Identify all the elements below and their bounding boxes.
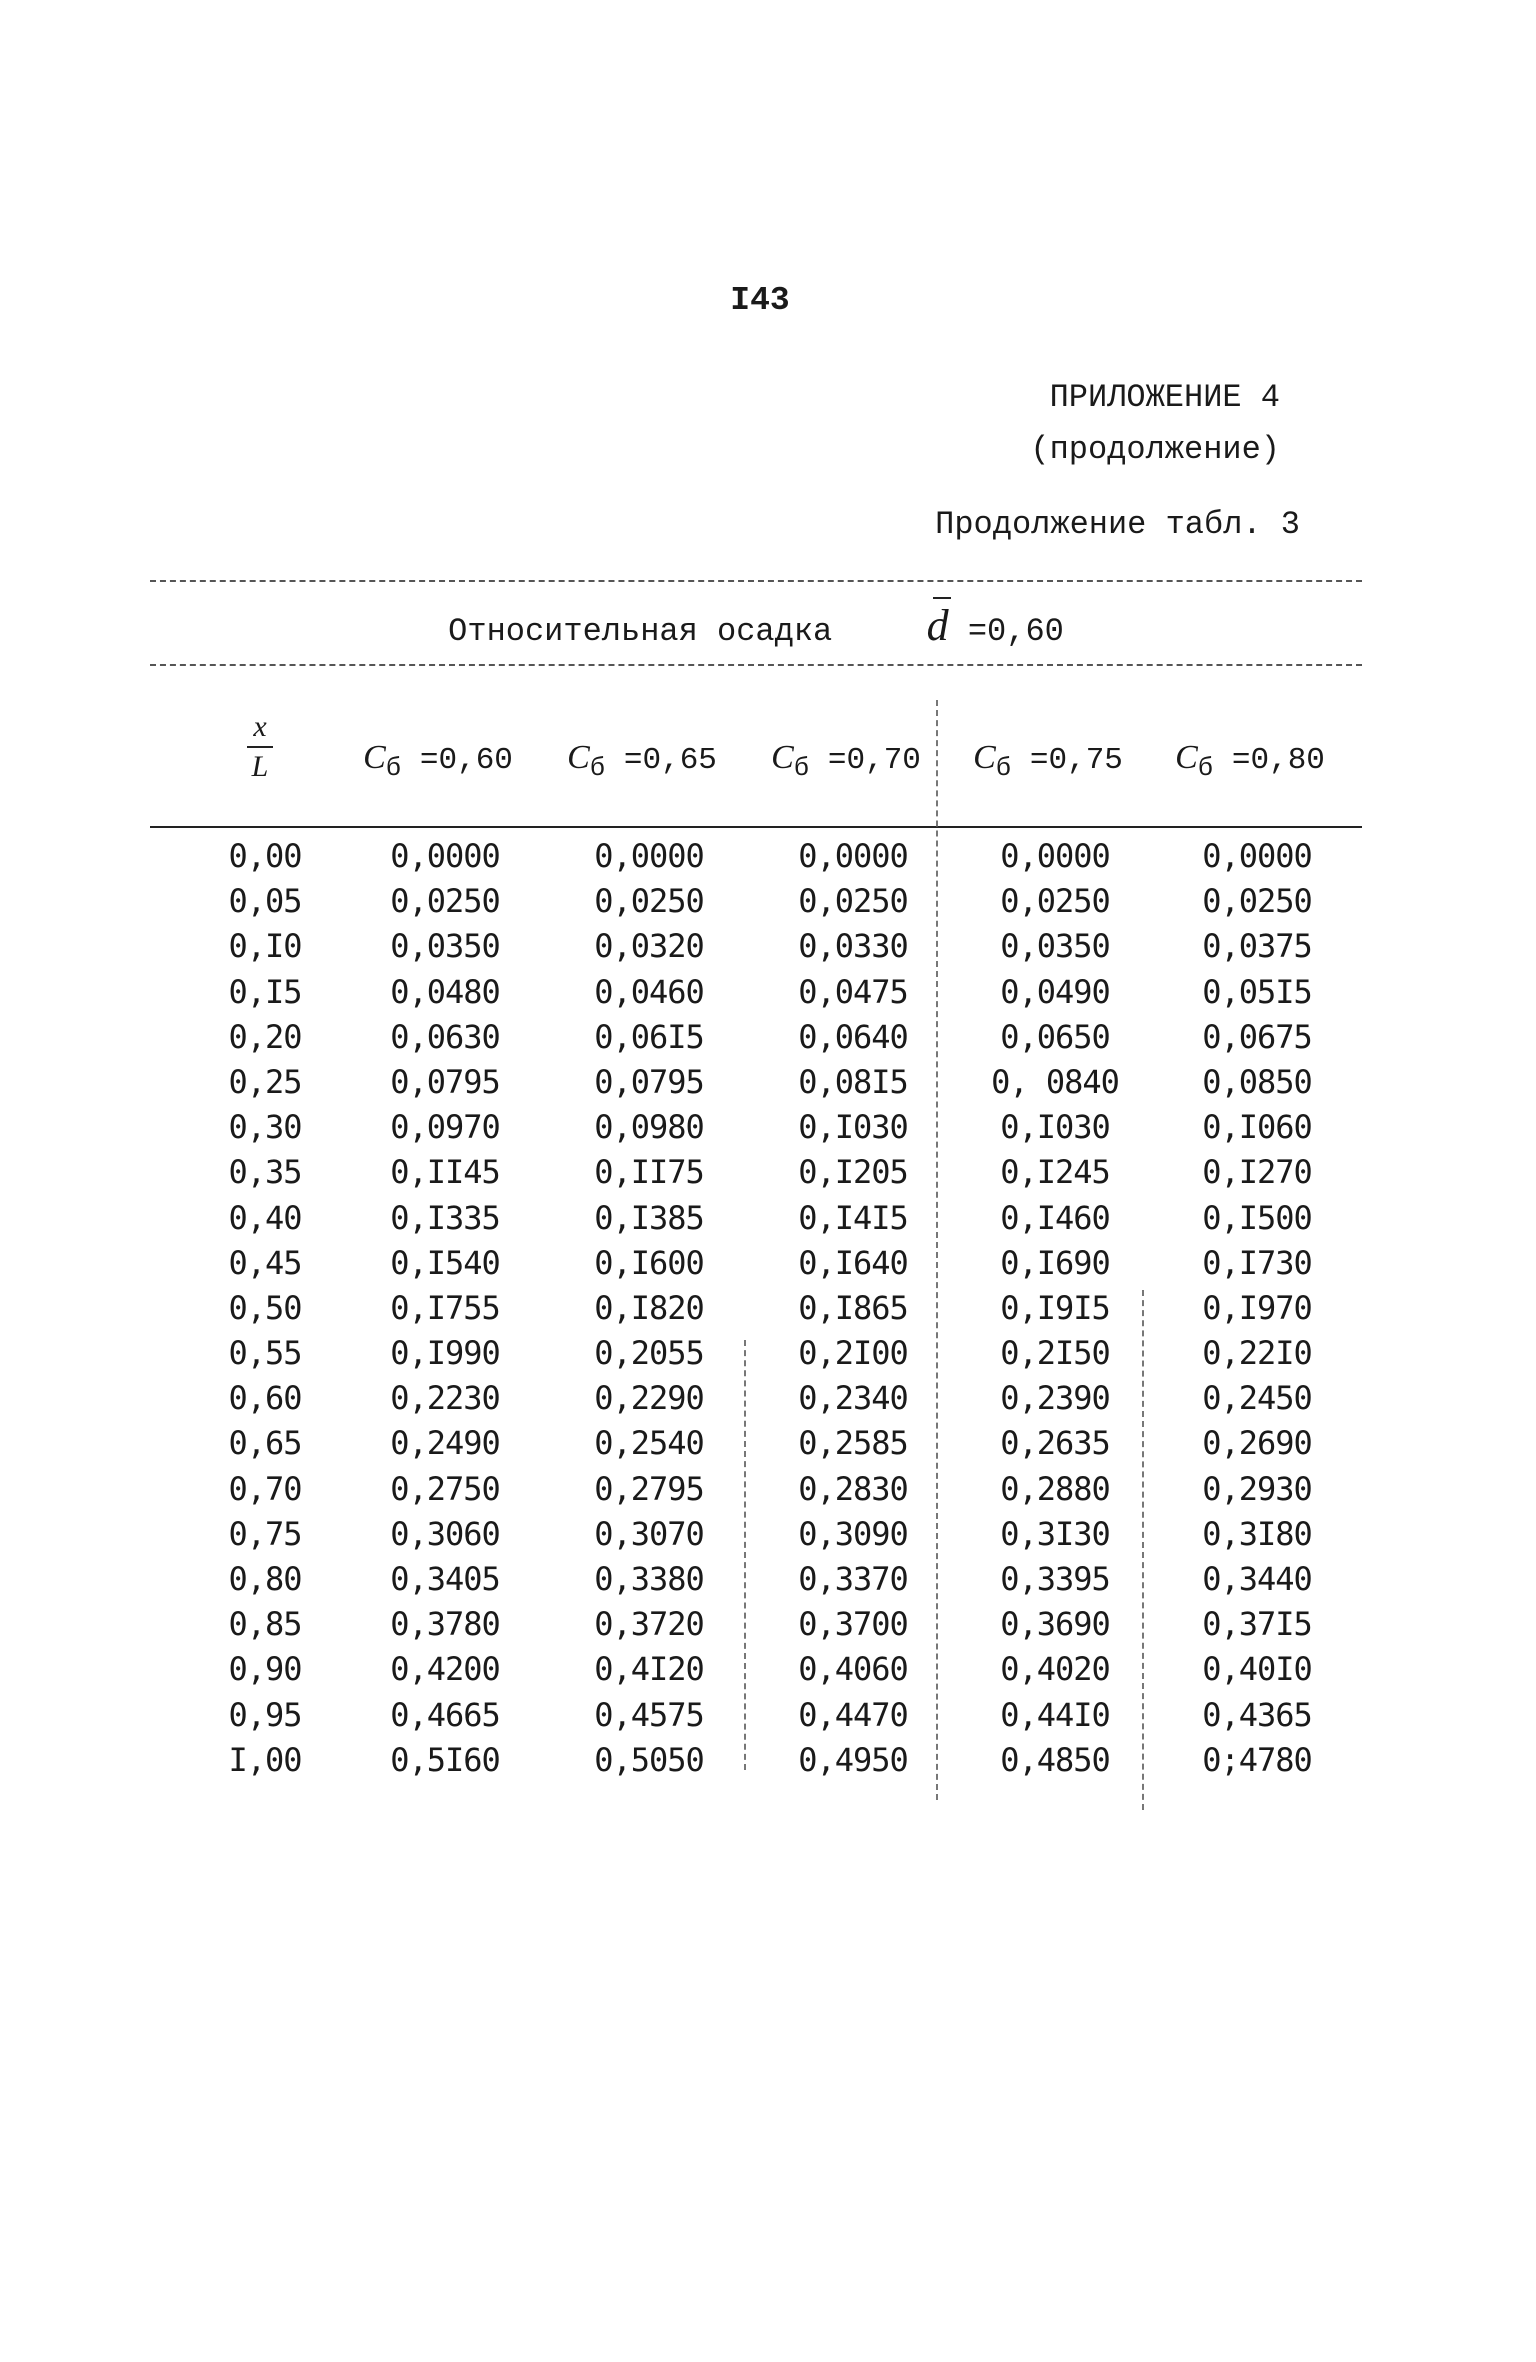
settlement-value-cell: 0,I640	[798, 1243, 908, 1282]
settlement-value-cell: 0,3440	[1202, 1560, 1312, 1598]
settlement-value-cell: 0,3780	[390, 1605, 500, 1644]
settlement-value-cell: 0,2340	[798, 1379, 908, 1418]
table-row	[150, 1602, 1362, 1647]
x-ratio-cell: 0,I5	[228, 972, 302, 1011]
x-ratio-cell: 0,80	[228, 1560, 302, 1598]
settlement-value-cell: 0,0250	[594, 882, 704, 921]
column-symbol: C	[771, 739, 794, 776]
table-row	[150, 1150, 1362, 1195]
settlement-value-cell: 0,I460	[1000, 1198, 1110, 1237]
table-row	[150, 970, 1362, 1015]
settlement-value-cell: 0,I865	[798, 1288, 908, 1327]
settlement-value-cell: 0,3380	[594, 1560, 704, 1598]
settlement-value-cell: 0,3690	[1000, 1605, 1110, 1644]
settlement-value-cell: 0,0250	[390, 882, 500, 921]
settlement-value-cell: 0,I270	[1202, 1153, 1312, 1192]
table-body	[150, 834, 1362, 1783]
settlement-value-cell: 0,2880	[1000, 1469, 1110, 1508]
settlement-value-cell: 0,0675	[1202, 1017, 1312, 1056]
settlement-value-cell: 0,0970	[390, 1108, 500, 1147]
settlement-value-cell: 0,2I50	[1000, 1334, 1110, 1373]
column-value: =0,75	[1029, 743, 1123, 778]
settlement-value-cell: 0,0980	[594, 1108, 704, 1147]
x-ratio-cell: 0,40	[228, 1198, 302, 1237]
settlement-value-cell: 0,0000	[390, 837, 500, 875]
column-symbol: C	[363, 739, 386, 776]
table-row	[150, 1647, 1362, 1692]
column-subscript: б	[1197, 753, 1214, 784]
column-value: =0,65	[623, 743, 717, 778]
appendix-subtitle: (продолжение)	[1030, 431, 1280, 468]
settlement-value-cell: 0,3I30	[1000, 1514, 1110, 1553]
settlement-value-cell: 0,08I5	[798, 1062, 908, 1101]
settlement-value-cell: 0,3720	[594, 1605, 704, 1644]
settlement-value-cell: 0,0000	[798, 837, 908, 875]
settlement-value-cell: 0,I205	[798, 1153, 908, 1192]
x-ratio-cell: 0,30	[228, 1108, 302, 1147]
settlement-value-cell: 0,2830	[798, 1469, 908, 1508]
table-row	[150, 1241, 1362, 1286]
appendix-heading	[1030, 372, 1280, 476]
table-row	[150, 924, 1362, 969]
settlement-value-cell: 0,0000	[1202, 837, 1312, 875]
settlement-value-cell: 0,3700	[798, 1605, 908, 1644]
settlement-value-cell: 0,I030	[1000, 1108, 1110, 1147]
column-header-5	[1160, 728, 1340, 788]
settlement-value-cell: 0,0630	[390, 1017, 500, 1056]
settlement-value-cell: 0,2230	[390, 1379, 500, 1418]
settlement-value-cell: 0,0480	[390, 972, 500, 1011]
settlement-value-cell: 0,II45	[390, 1153, 500, 1192]
settlement-symbol: d	[926, 601, 949, 650]
column-value: =0,80	[1231, 743, 1325, 778]
l-denominator: L	[251, 750, 269, 783]
column-subscript: б	[385, 753, 402, 784]
fraction-bar	[247, 746, 273, 748]
table-row	[150, 1286, 1362, 1331]
settlement-value-cell: 0,2690	[1202, 1424, 1312, 1463]
table-row	[150, 1015, 1362, 1060]
settlement-value-cell: 0,I970	[1202, 1288, 1312, 1327]
settlement-value-cell: 0,40I0	[1202, 1650, 1312, 1689]
settlement-value-cell: 0,06I5	[594, 1017, 704, 1056]
settlement-value-cell: 0,3370	[798, 1560, 908, 1598]
column-header-4	[958, 728, 1138, 788]
settlement-value-cell: 0,22I0	[1202, 1334, 1312, 1373]
settlement-value-cell: 0,I245	[1000, 1153, 1110, 1192]
settlement-value-cell: 0,I4I5	[798, 1198, 908, 1237]
settlement-value-cell: 0,0460	[594, 972, 704, 1011]
settlement-value-cell: 0,I600	[594, 1243, 704, 1282]
settlement-value-cell: 0,2390	[1000, 1379, 1110, 1418]
settlement-value-cell: 0,0795	[594, 1062, 704, 1101]
top-rule	[150, 580, 1362, 582]
settlement-value-cell: 0,I730	[1202, 1243, 1312, 1282]
table-row	[150, 1557, 1362, 1602]
settlement-value-cell: 0,5I60	[390, 1740, 500, 1779]
x-ratio-cell: 0,60	[228, 1379, 302, 1418]
settlement-value-cell: 0,0490	[1000, 972, 1110, 1011]
settlement-value-cell: 0,4060	[798, 1650, 908, 1689]
column-subscript: б	[793, 753, 810, 784]
settlement-value-cell: 0,0320	[594, 927, 704, 966]
settlement-value-cell: 0,0375	[1202, 927, 1312, 966]
table-row	[150, 1060, 1362, 1105]
x-ratio-cell: 0,I0	[228, 927, 302, 966]
settlement-value-cell: 0,0475	[798, 972, 908, 1011]
settlement-value-cell: 0,2750	[390, 1469, 500, 1508]
settlement-value-cell: 0,2I00	[798, 1334, 908, 1373]
settlement-value-cell: 0,4I20	[594, 1650, 704, 1689]
settlement-value-cell: 0,2290	[594, 1379, 704, 1418]
settlement-value-cell: 0,2490	[390, 1424, 500, 1463]
settlement-value-cell: 0,0795	[390, 1062, 500, 1101]
table-row	[150, 1421, 1362, 1466]
table-row	[150, 834, 1362, 879]
settlement-value-cell: 0,I820	[594, 1288, 704, 1327]
column-value: =0,60	[419, 743, 513, 778]
settlement-value-cell: 0,4365	[1202, 1695, 1312, 1734]
settlement-value: =0,60	[967, 613, 1064, 650]
table-row	[150, 1105, 1362, 1150]
settlement-value-cell: 0,I990	[390, 1334, 500, 1373]
x-ratio-cell: 0,90	[228, 1650, 302, 1689]
settlement-value-cell: 0, 0840	[991, 1062, 1119, 1101]
x-ratio-cell: 0,35	[228, 1153, 302, 1192]
settlement-value-cell: 0,0250	[798, 882, 908, 921]
settlement-value-cell: 0,44I0	[1000, 1695, 1110, 1734]
column-subscript: б	[995, 753, 1012, 784]
x-ratio-cell: 0,65	[228, 1424, 302, 1463]
settlement-value-cell: 0,3405	[390, 1560, 500, 1598]
table-row	[150, 1376, 1362, 1421]
table-row	[150, 1738, 1362, 1783]
header-rule	[150, 826, 1362, 828]
table-row	[150, 1467, 1362, 1512]
settlement-value-cell: 0,2450	[1202, 1379, 1312, 1418]
table-row	[150, 1512, 1362, 1557]
settlement-value-cell: 0,I9I5	[1000, 1288, 1110, 1327]
settlement-value-cell: 0,2635	[1000, 1424, 1110, 1463]
table-row	[150, 879, 1362, 924]
table-title	[150, 600, 1362, 651]
x-ratio-cell: 0,70	[228, 1469, 302, 1508]
settlement-value-cell: 0,3395	[1000, 1560, 1110, 1598]
settlement-value-cell: 0,4020	[1000, 1650, 1110, 1689]
settlement-value-cell: 0,4200	[390, 1650, 500, 1689]
column-subscript: б	[589, 753, 606, 784]
settlement-value-cell: 0,2930	[1202, 1469, 1312, 1508]
settlement-value-cell: 0,I385	[594, 1198, 704, 1237]
column-header-2	[552, 728, 732, 788]
settlement-value-cell: 0,II75	[594, 1153, 704, 1192]
x-numerator: x	[253, 710, 267, 743]
settlement-value-cell: 0;4780	[1202, 1740, 1312, 1779]
settlement-value-cell: 0,I690	[1000, 1243, 1110, 1282]
table-caption: Продолжение табл. 3	[935, 506, 1300, 543]
settlement-value-cell: 0,0640	[798, 1017, 908, 1056]
x-ratio-cell: 0,00	[228, 837, 302, 875]
x-ratio-cell: 0,45	[228, 1243, 302, 1282]
settlement-value-cell: 0,3I80	[1202, 1514, 1312, 1553]
page-number: I43	[730, 282, 790, 319]
settlement-value-cell: 0,2540	[594, 1424, 704, 1463]
settlement-value-cell: 0,3060	[390, 1514, 500, 1553]
x-ratio-cell: 0,75	[228, 1514, 302, 1553]
settlement-value-cell: 0,5050	[594, 1740, 704, 1779]
table-row	[150, 1693, 1362, 1738]
settlement-value-cell: 0,4850	[1000, 1740, 1110, 1779]
settlement-value-cell: 0,I030	[798, 1108, 908, 1147]
x-ratio-cell: 0,95	[228, 1695, 302, 1734]
title-rule	[150, 664, 1362, 666]
settlement-value-cell: 0,2055	[594, 1334, 704, 1373]
column-header-1	[348, 728, 528, 788]
settlement-value-cell: 0,0350	[1000, 927, 1110, 966]
settlement-value-cell: 0,0850	[1202, 1062, 1312, 1101]
settlement-value-cell: 0,I060	[1202, 1108, 1312, 1147]
settlement-value-cell: 0,I755	[390, 1288, 500, 1327]
table-row	[150, 1331, 1362, 1376]
table-row	[150, 1196, 1362, 1241]
settlement-value-cell: 0,0650	[1000, 1017, 1110, 1056]
settlement-value-cell: 0,4575	[594, 1695, 704, 1734]
settlement-value-cell: 0,3090	[798, 1514, 908, 1553]
x-ratio-cell: 0,20	[228, 1017, 302, 1056]
x-ratio-cell: I,00	[228, 1740, 302, 1779]
column-symbol: C	[1175, 739, 1198, 776]
x-over-l-header	[210, 710, 310, 784]
settlement-value-cell: 0,0350	[390, 927, 500, 966]
settlement-value-cell: 0,0250	[1202, 882, 1312, 921]
settlement-value-cell: 0,0250	[1000, 882, 1110, 921]
settlement-value-cell: 0,I500	[1202, 1198, 1312, 1237]
settlement-value-cell: 0,37I5	[1202, 1605, 1312, 1644]
x-ratio-cell: 0,25	[228, 1062, 302, 1101]
x-ratio-cell: 0,55	[228, 1334, 302, 1373]
settlement-value-cell: 0,4950	[798, 1740, 908, 1779]
settlement-value-cell: 0,2795	[594, 1469, 704, 1508]
settlement-value-cell: 0,0000	[1000, 837, 1110, 875]
x-ratio-cell: 0,05	[228, 882, 302, 921]
settlement-value-cell: 0,05I5	[1202, 972, 1312, 1011]
column-symbol: C	[567, 739, 590, 776]
table-title-text: Относительная осадка	[448, 613, 833, 650]
settlement-value-cell: 0,I540	[390, 1243, 500, 1282]
appendix-title: ПРИЛОЖЕНИЕ 4	[1049, 379, 1280, 416]
x-ratio-cell: 0,50	[228, 1288, 302, 1327]
settlement-value-cell: 0,0000	[594, 837, 704, 875]
settlement-value-cell: 0,3070	[594, 1514, 704, 1553]
settlement-value-cell: 0,2585	[798, 1424, 908, 1463]
x-ratio-cell: 0,85	[228, 1605, 302, 1644]
column-header-3	[756, 728, 936, 788]
settlement-value-cell: 0,0330	[798, 927, 908, 966]
settlement-value-cell: 0,4665	[390, 1695, 500, 1734]
column-value: =0,70	[827, 743, 921, 778]
column-symbol: C	[973, 739, 996, 776]
settlement-value-cell: 0,I335	[390, 1198, 500, 1237]
settlement-value-cell: 0,4470	[798, 1695, 908, 1734]
